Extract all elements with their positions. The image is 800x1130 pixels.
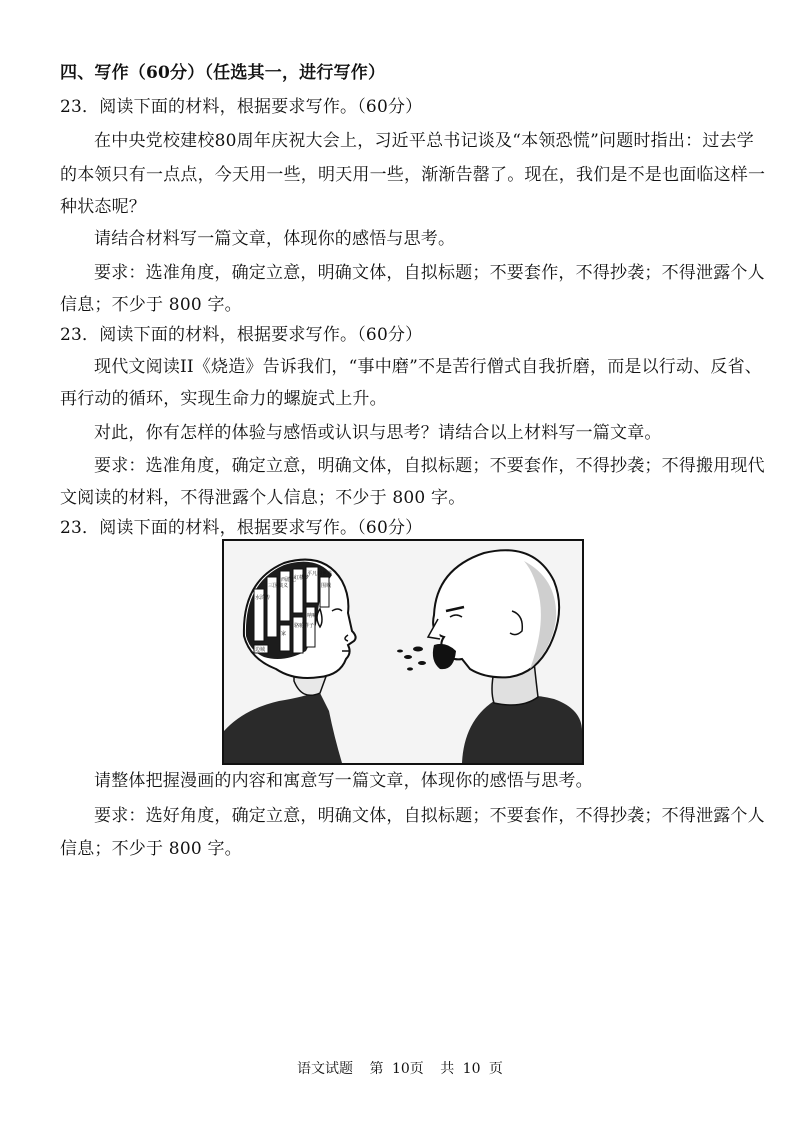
q3-instruction: 请整体把握漫画的内容和寓意写一篇文章，体现你的感悟与思考。 <box>94 771 593 791</box>
q2-material-line1: 现代文阅读II《烧造》告诉我们，“事中磨”不是苦行僧式自我折磨，而是以行动、反省、 <box>94 357 763 377</box>
cartoon-drawing <box>224 541 582 763</box>
q1-material-line3: 种状态呢？ <box>60 197 146 217</box>
footer-subject: 语文试题 <box>297 1061 354 1077</box>
q2-requirement-line2: 文阅读的材料，不得泄露个人信息；不少于 800 字。 <box>60 488 466 508</box>
page-footer <box>0 1060 800 1078</box>
q1-material-line1: 在中央党校建校80周年庆祝大会上，习近平总书记谈及“本领恐慌”问题时指出：过去学 <box>94 131 754 151</box>
q2-title: 23．阅读下面的材料，根据要求写作。（60分） <box>60 325 423 345</box>
q3-requirement-line1: 要求：选好角度，确定立意，明确文体，自拟标题；不要套作，不得抄袭；不得泄露个人 <box>94 806 765 826</box>
book-title: 平凡的世界 <box>307 571 333 577</box>
q2-material-line2: 再行动的循环，实现生命力的螺旋式上升。 <box>60 389 387 409</box>
q2-instruction: 对此，你有怎样的体验与感悟或认识与思考？请结合以上材料写一篇文章。 <box>94 423 662 443</box>
q3-title: 23．阅读下面的材料，根据要求写作。（60分） <box>60 518 423 538</box>
footer-page-number: 第 10页 <box>369 1061 424 1077</box>
book-title: 红楼梦 <box>294 575 310 581</box>
q3-requirement-line2: 信息；不少于 800 字。 <box>60 839 242 859</box>
q1-instruction: 请结合材料写一篇文章，体现你的感悟与思考。 <box>94 229 456 249</box>
q1-title: 23．阅读下面的材料，根据要求写作。（60分） <box>60 97 423 117</box>
section-heading: 四、写作（60分）（任选其一，进行写作） <box>60 63 386 83</box>
q1-material-line2: 的本领只有一点点，今天用一些，明天用一些，渐渐告罄了。现在，我们是不是也面临这样一 <box>60 165 766 185</box>
book-title: 骆驼祥子 <box>294 623 315 629</box>
q2-requirement-line1: 要求：选准角度，确定立意，明确文体，自拟标题；不要套作，不得抄袭；不得搬用现代 <box>94 456 765 476</box>
book-title: 家 <box>281 631 287 637</box>
footer-total-pages: 共 10 页 <box>440 1061 503 1077</box>
book-title: 呐喊 <box>307 613 318 619</box>
book-title: 三国演义 <box>268 583 289 589</box>
book-title: 水浒传 <box>255 595 271 601</box>
q1-requirement-line1: 要求：选准角度，确定立意，明确文体，自拟标题；不要套作，不得抄袭；不得泄露个人 <box>94 263 765 283</box>
book-title: 西游记 <box>281 577 297 583</box>
book-title: 围城 <box>321 583 332 589</box>
q1-requirement-line2: 信息；不少于 800 字。 <box>60 295 242 315</box>
book-title: 边城 <box>255 647 266 653</box>
cartoon-image <box>222 539 584 765</box>
